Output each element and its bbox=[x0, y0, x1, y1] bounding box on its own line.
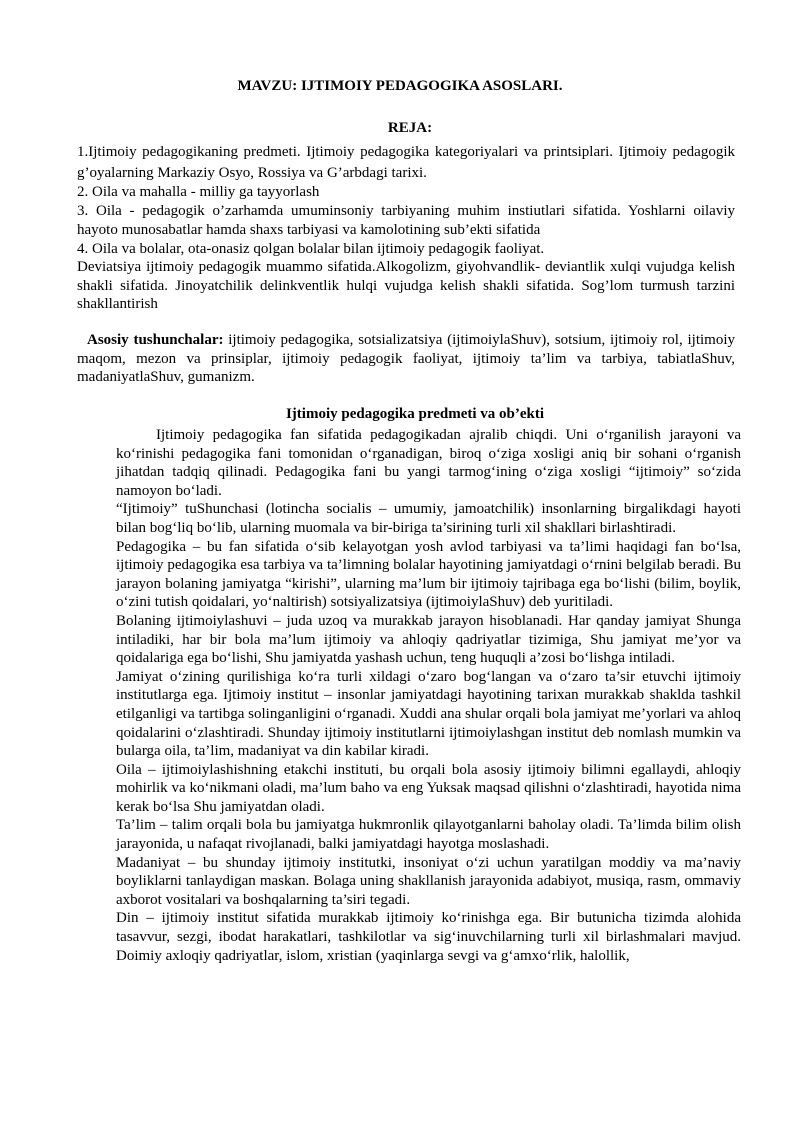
key-concepts-text: ijtimoiy pedagogika, sotsializatsiya (ijtimoiylaShuv), sotsium, ijtimoiy rol, ijtimoiy maqom, mezon va prinsiplar, ijtimoiy pedagogik faoliyat, ijtimoiy ta’lim va tarbiya, tabiatlaShuv, madaniyatlaShuv, gumanizm. bbox=[77, 332, 735, 385]
plan-item: Deviatsiya ijtimoiy pedagogik muammo sifatida.Alkogolizm, giyohvandlik- deviantlik xulqi vujudga kelish shakli sifatida. Jinoyatchilik delinkventlik hulqi vujudga kelish shakli sifatida. Sog’lom turmush tarzini shakllantirish bbox=[77, 259, 735, 312]
paragraph: Pedagogika – bu fan sifatida o‘sib kelayotgan yosh avlod tarbiyasi va ta’limi haqidagi fan bo‘lsa, ijtimoiy pedagogika esa tarbiya va ta’limning bolalar hayotining jamiyatdagi o‘rnini belgilab beradi. Bu jarayon bolaning jamiyatga “kirishi”, ularning ma’lum bir ijtimoiy tajribaga ega bo‘lishi (bilim, boylik, o‘zini tutish qoidalari, yo‘naltirish) sotsiyalizatsiya (ijtimoiylaShuv) deb yuritiladi. bbox=[116, 538, 741, 611]
plan-item: 2. Oila va mahalla - milliy ga tayyorlash bbox=[77, 184, 320, 200]
paragraph: Ijtimoiy pedagogika fan sifatida pedagogikadan ajralib chiqdi. Uni o‘rganilish jarayoni va ko‘rinishi pedagogika fani tomonidan o‘rganadigan, biroq o‘ziga xosligi aniq bir sohani o‘rganish jihatdan tadqiq qilinadi. Pedagogika fani bu yangi tarmog‘ining o‘ziga xosligi “ijtimoiy” so‘zida namoyon bo‘ladi. bbox=[116, 427, 741, 499]
paragraph: “Ijtimoiy” tuShunchasi (lotincha socialis – umumiy, jamoatchilik) insonlarning birgalikdagi hayoti bilan bog‘liq bo‘lib, ularning muomala va bir-biriga ta’sirining turli xil shakllari birlashtiradi. bbox=[116, 501, 741, 536]
plan-heading: REJA: bbox=[387, 120, 433, 136]
paragraph: Bolaning ijtimoiylashuvi – juda uzoq va murakkab jarayon hisoblanadi. Har qanday jamiyat Shunga intiladiki, har bir bola ma’lum ijtimoiy va ahloqiy qadriyatlar tizimiga, Shu jamiyat me’yor va qoidalariga ega bo‘lishi, Shu jamiyatda yashash uchun, teng huquqli a’zosi bo‘lishga intiladi. bbox=[116, 612, 741, 667]
key-concepts bbox=[77, 331, 735, 387]
document-title: MAVZU: IJTIMOIY PEDAGOGIKA ASOSLARI. bbox=[237, 78, 563, 94]
paragraph: Din – ijtimoiy institut sifatida murakkab ijtimoiy ko‘rinishga ega. Bir butunicha tizimda alohida tasavvur, sezgi, ibodat harakatlari, tashkilotlar va sig‘inuvchilarning turli xil birlashmalari mavjud. Doimiy axloqiy qadriyatlar, islom, xristian (yaqinlarga sevgi va g‘amxo‘rlik, halollik, bbox=[116, 910, 741, 964]
key-concepts-label: Asosiy tushunchalar: bbox=[87, 332, 224, 348]
paragraph: Oila – ijtimoiylashishning etakchi instituti, bu orqali bola asosiy ijtimoiy bilimni egallaydi, ahloqiy mohirlik va ko‘nikmani oladi, ma’lum baho va eng Yuksak maqsad qilishni o‘zlashtiradi, hayotida nima kerak bo‘lsa Shu jamiyatdan oladi. bbox=[116, 761, 741, 815]
section-title: Ijtimoiy pedagogika predmeti va ob’ekti bbox=[285, 406, 545, 422]
paragraph: Jamiyat o‘zining qurilishiga ko‘ra turli xildagi o‘zaro bog‘langan va o‘zaro ta’sir etuvchi ijtimoiy institutlarga ega. Ijtimoiy institut – insonlar jamiyatdagi hayotining tarixan murakkab shaklda tashkil etilganligi va tartibga solinganligini o‘rganadi. Xuddi ana shular orqali bola jamiyat me’yorlari va ahloq qoidalarini o‘zlashtiradi. Shunday ijtimoiy institutlarni ijtimoiylashgan institut deb nomlash mumkin va bularga oila, ta’lim, madaniyat va din kabilar kiradi. bbox=[116, 668, 741, 760]
paragraph: Ta’lim – talim orqali bola bu jamiyatga hukmronlik qilayotganlarni baholay oladi. Ta’limda bilim olish jarayonida, u nafaqat rivojlanadi, balki jamiyatdagi hayotga moslashadi. bbox=[116, 817, 741, 853]
plan-item: 3. Oila - pedagogik o’zarhamda umuminsoniy tarbiyaning muhim instiutlari sifatida. Yoshlarni oilaviy hayoto munosabatlar hamda shaxs tarbiyasi va kamolotining sub’ekti sifatida bbox=[77, 203, 735, 238]
plan-item: 1.Ijtimoiy pedagogikaning predmeti. Ijtimoiy pedagogika kategoriyalari va printsiplari. Ijtimoiy pedagogik g’oyalarning Markaziy Osyo, Rossiya va G’arbdagi tarixi. bbox=[77, 144, 735, 181]
paragraph: Madaniyat – bu shunday ijtimoiy institutki, insoniyat o‘zi uchun yaratilgan moddiy va ma’naviy boyliklarni tanlaydigan maskan. Bolaga uning shakllanish jarayonida adabiyot, musiqa, rasm, ommaviy axborot vositalari va boshqalarning ta’siri tegadi. bbox=[116, 854, 741, 908]
plan-item: 4. Oila va bolalar, ota-onasiz qolgan bolalar bilan ijtimoiy pedagogik faoliyat. bbox=[77, 241, 545, 257]
section-body bbox=[116, 426, 741, 965]
